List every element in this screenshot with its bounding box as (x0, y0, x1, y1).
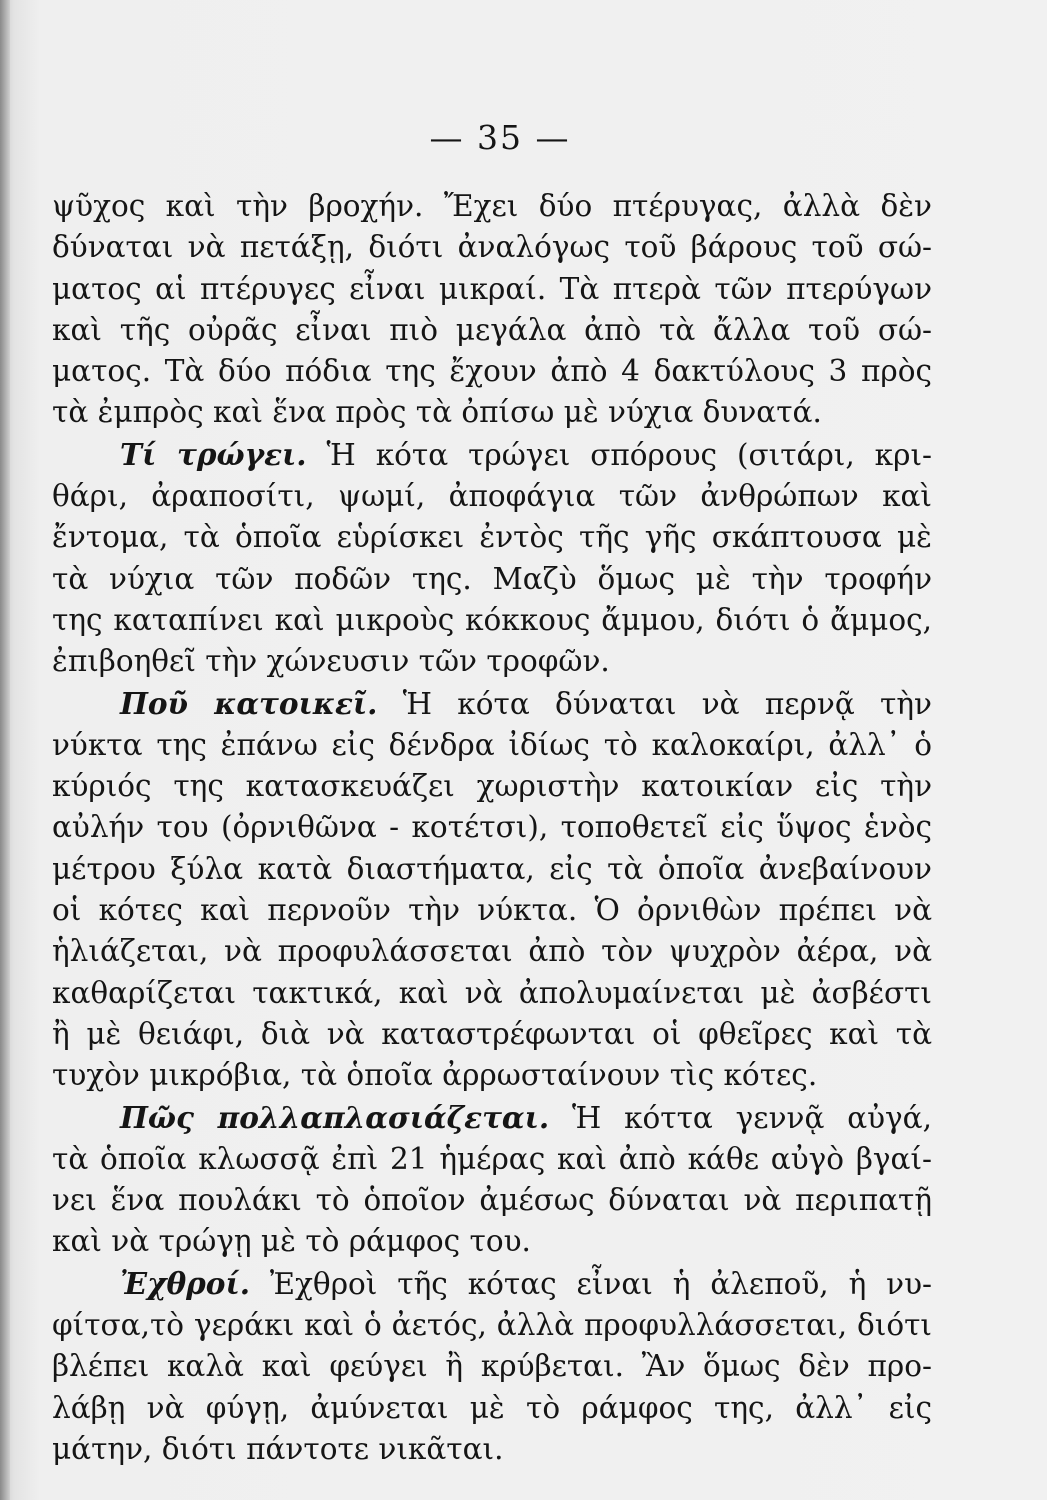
text-line: θάρι, ἀραποσίτι, ψωμί, ἀποφάγια τῶν ἀνθρώπων καὶ (52, 479, 932, 514)
text-line: καὶ νὰ τρώγῃ μὲ τὸ ράμφος του. (52, 1224, 531, 1259)
text-fragment: Ἡ κόττα γεννᾷ αὐγά, (549, 1100, 932, 1135)
text-line: τὰ νύχια τῶν ποδῶν της. Μαζὺ ὅμως μὲ τὴν τροφήν (52, 561, 932, 596)
text-line: φίτσα,τὸ γεράκι καὶ ὁ ἀετός, ἀλλὰ προφυλλάσσεται, διότι (52, 1308, 932, 1343)
text-line: ἔντομα, τὰ ὁποῖα εὑρίσκει ἐντὸς τῆς γῆς σκάπτουσα μὲ (52, 520, 932, 555)
text-line: ψῦχος καὶ τὴν βροχήν. Ἔχει δύο πτέρυγας, ἀλλὰ δὲν (52, 189, 932, 223)
page-gutter-shadow (0, 0, 10, 1500)
text-line (52, 1263, 932, 1305)
section-heading: Ἐχθροί. (120, 1265, 250, 1301)
text-line: τυχὸν μικρόβια, τὰ ὁποῖα ἀρρωσταίνουν τὶς κότες. (52, 1058, 818, 1093)
page-number: — 35 — (429, 118, 571, 157)
text-line: κύριός της κατασκευάζει χωριστὴν κατοικίαν εἰς τὴν (52, 769, 932, 804)
text-line (52, 434, 932, 476)
text-fragment: Ἡ κότα τρώγει σπόρους (σιτάρι, κρι- (306, 437, 932, 472)
body-text (52, 186, 932, 1470)
text-fragment: Ἐχθροὶ τῆς κότας εἶναι ἡ ἀλεποῦ, ἡ νυ- (249, 1266, 932, 1301)
text-line: βλέπει καλὰ καὶ φεύγει ἢ κρύβεται. Ἂν ὅμως δὲν προ- (52, 1349, 932, 1384)
text-line: ματος αἱ πτέρυγες εἶναι μικραί. Τὰ πτερὰ τῶν πτερύγων (52, 271, 932, 306)
text-line: λάβῃ νὰ φύγῃ, ἀμύνεται μὲ τὸ ράμφος της, ἀλλ᾽ εἰς (52, 1390, 932, 1425)
text-line: μέτρου ξύλα κατὰ διαστήματα, εἰς τὰ ὁποῖα ἀνεβαίνουν (52, 851, 932, 886)
text-line (52, 683, 932, 725)
section-heading: Πῶς πολλαπλασιάζεται. (120, 1099, 550, 1135)
text-line: νύκτα της ἐπάνω εἰς δένδρα ἰδίως τὸ καλοκαίρι, ἀλλ᾽ ὁ (52, 727, 932, 762)
text-line: ματος. Τὰ δύο πόδια της ἔχουν ἀπὸ 4 δακτύλους 3 πρὸς (52, 354, 932, 389)
text-line: ἡλιάζεται, νὰ προφυλάσσεται ἀπὸ τὸν ψυχρὸν ἀέρα, νὰ (52, 934, 932, 969)
text-line: καθαρίζεται τακτικά, καὶ νὰ ἀπολυμαίνεται μὲ ἀσβέστι (52, 975, 932, 1010)
text-line (52, 1097, 932, 1139)
text-line: ἢ μὲ θειάφι, διὰ νὰ καταστρέφωνται οἱ φθεῖρες καὶ τὰ (52, 1016, 932, 1051)
text-line: τὰ ἐμπρὸς καὶ ἕνα πρὸς τὰ ὀπίσω μὲ νύχια δυνατά. (52, 395, 822, 430)
text-line: δύναται νὰ πετάξῃ, διότι ἀναλόγως τοῦ βάρους τοῦ σώ- (52, 230, 932, 265)
section-heading: Τί τρώγει. (120, 436, 307, 472)
text-line: καὶ τῆς οὐρᾶς εἶναι πιὸ μεγάλα ἀπὸ τὰ ἄλλα τοῦ σώ- (52, 312, 932, 347)
text-line: μάτην, διότι πάντοτε νικᾶται. (52, 1431, 504, 1466)
text-line: της καταπίνει καὶ μικροὺς κόκκους ἄμμου, διότι ὁ ἄμμος, (52, 602, 932, 637)
text-line: νει ἕνα πουλάκι τὸ ὁποῖον ἀμέσως δύναται νὰ περιπατῇ (52, 1183, 932, 1218)
text-line: οἱ κότες καὶ περνοῦν τὴν νύκτα. Ὁ ὀρνιθὼν πρέπει νὰ (52, 893, 932, 928)
section-heading: Ποῦ κατοικεῖ. (120, 685, 378, 721)
text-line: αὐλήν του (ὀρνιθῶνα - κοτέτσι), τοποθετεῖ εἰς ὕψος ἑνὸς (52, 810, 932, 845)
text-line: τὰ ὁποῖα κλωσσᾷ ἐπὶ 21 ἡμέρας καὶ ἀπὸ κάθε αὐγὸ βγαί- (52, 1141, 932, 1176)
text-line: ἐπιβοηθεῖ τὴν χώνευσιν τῶν τροφῶν. (52, 644, 610, 679)
text-fragment: Ἡ κότα δύναται νὰ περνᾷ τὴν (377, 686, 932, 721)
